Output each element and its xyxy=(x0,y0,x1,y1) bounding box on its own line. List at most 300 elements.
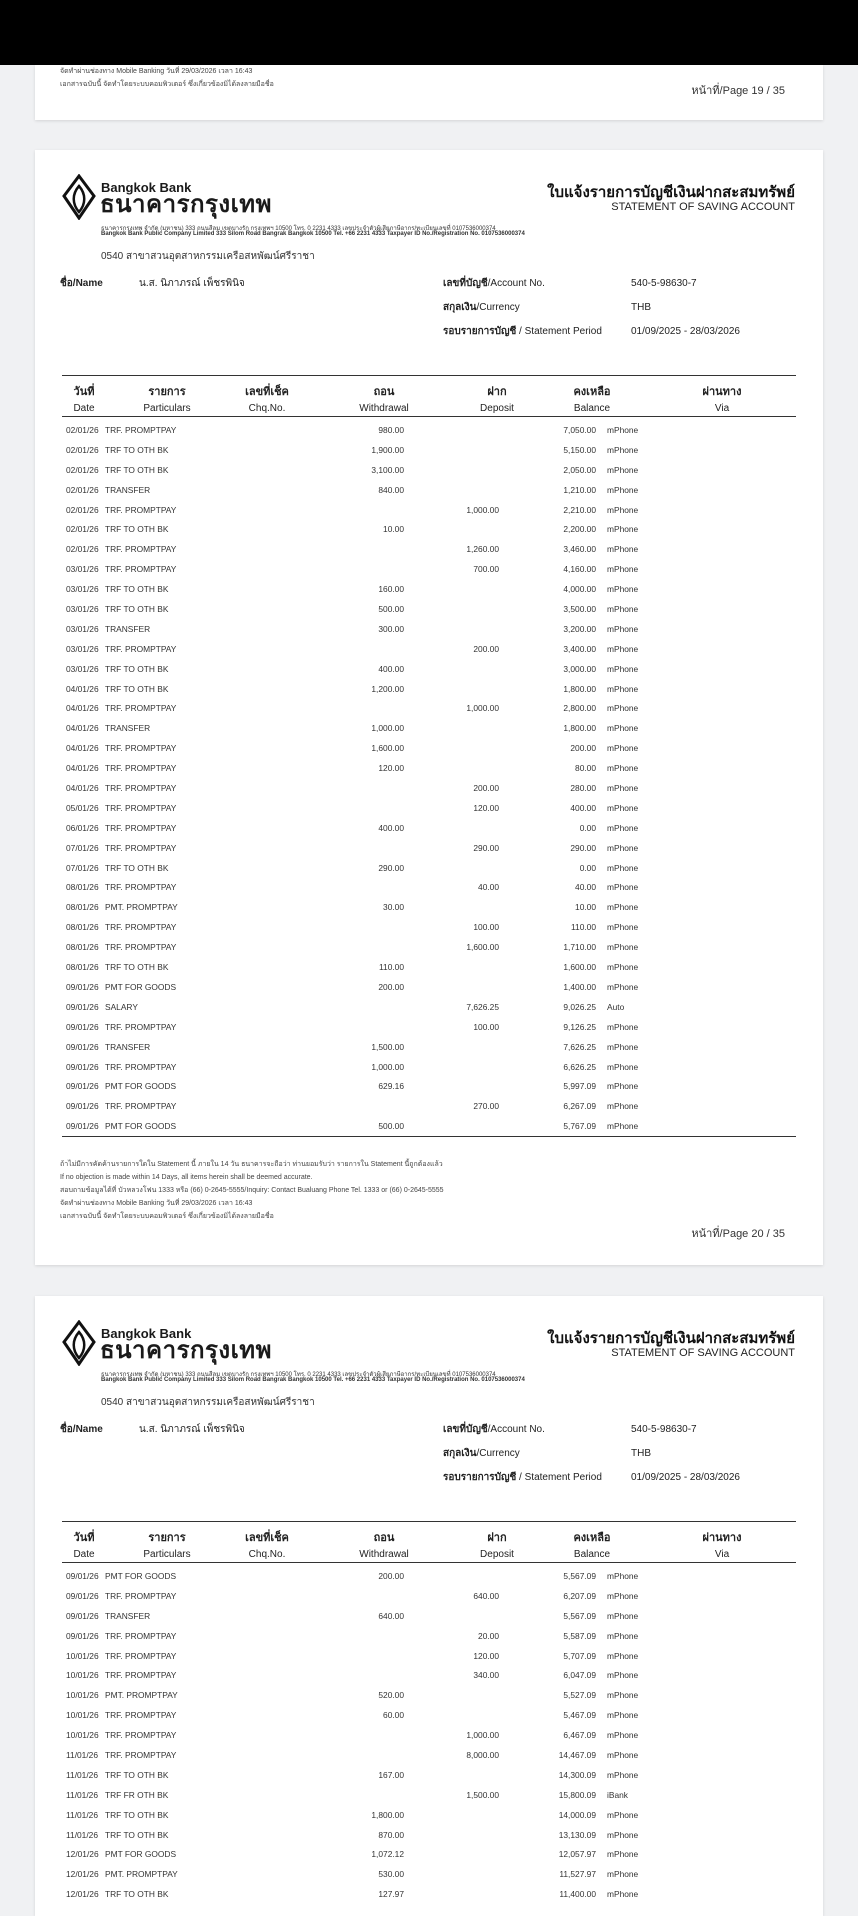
tx-via: mPhone xyxy=(607,1809,639,1820)
table-row xyxy=(62,659,796,679)
table-row xyxy=(62,1076,796,1096)
tx-withdrawal: 60.00 xyxy=(383,1710,404,1721)
name-label: ชื่อ/Name xyxy=(60,278,103,289)
tx-date: 09/01/26 xyxy=(66,1590,99,1601)
table-row xyxy=(62,1745,796,1765)
col-deposit: ฝาก Deposit xyxy=(480,1532,514,1560)
table-row xyxy=(62,500,796,520)
tx-balance: 6,047.09 xyxy=(563,1670,596,1681)
col-balance: คงเหลือ Balance xyxy=(573,386,611,414)
tx-date: 02/01/26 xyxy=(66,484,99,495)
tx-particulars: TRF. PROMPTPAY xyxy=(105,1670,177,1681)
tx-particulars: TRF. PROMPTPAY xyxy=(105,822,177,833)
tx-particulars: TRF TO OTH BK xyxy=(105,464,169,475)
tx-date: 04/01/26 xyxy=(66,743,99,754)
tx-balance: 5,997.09 xyxy=(563,1081,596,1092)
tx-via: mPhone xyxy=(607,584,639,595)
statement-page-20 xyxy=(35,150,823,1265)
tx-balance: 1,210.00 xyxy=(563,484,596,495)
col-deposit: ฝาก Deposit xyxy=(480,386,514,414)
statement-header xyxy=(35,150,823,350)
tx-particulars: TRF TO OTH BK xyxy=(105,862,169,873)
tx-date: 08/01/26 xyxy=(66,882,99,893)
table-row xyxy=(62,1765,796,1785)
tx-date: 12/01/26 xyxy=(66,1889,99,1900)
branch-name: 0540 สาขาสวนอุตสาหกรรมเครือสหพัฒน์ศรีราชา xyxy=(101,1397,315,1408)
tx-balance: 6,267.09 xyxy=(563,1101,596,1112)
table-row xyxy=(62,897,796,917)
tx-balance: 2,200.00 xyxy=(563,524,596,535)
tx-date: 09/01/26 xyxy=(66,1021,99,1032)
statement-title-th: ใบแจ้งรายการบัญชีเงินฝากสะสมทรัพย์ xyxy=(547,184,795,201)
table-row xyxy=(62,718,796,738)
tx-deposit: 200.00 xyxy=(473,643,499,654)
tx-date: 08/01/26 xyxy=(66,902,99,913)
tx-date: 05/01/26 xyxy=(66,802,99,813)
tx-withdrawal: 520.00 xyxy=(378,1690,404,1701)
tx-withdrawal: 640.00 xyxy=(378,1610,404,1621)
brand-name-en: Bangkok Bank xyxy=(101,180,192,195)
tx-balance: 290.00 xyxy=(570,842,596,853)
tx-balance: 5,767.09 xyxy=(563,1121,596,1132)
tx-deposit: 1,000.00 xyxy=(466,703,499,714)
tx-particulars: TRF TO OTH BK xyxy=(105,444,169,455)
tx-balance: 1,600.00 xyxy=(563,962,596,973)
tx-withdrawal: 500.00 xyxy=(378,604,404,615)
table-row xyxy=(62,1626,796,1646)
bank-address-en: Bangkok Bank Public Company Limited 333 Silom Road Bangrak Bangkok 10500 Tel. +66 2231 4333 Taxpayer ID No./Registration No. 0107536000374 xyxy=(101,231,525,237)
table-row xyxy=(62,460,796,480)
tx-balance: 5,707.09 xyxy=(563,1650,596,1661)
tx-balance: 14,467.09 xyxy=(558,1750,596,1761)
page-number: หน้าที่/Page 19 / 35 xyxy=(691,85,785,97)
tx-particulars: TRF TO OTH BK xyxy=(105,1809,169,1820)
table-row xyxy=(62,1825,796,1845)
tx-balance: 2,050.00 xyxy=(563,464,596,475)
table-row xyxy=(62,420,796,440)
tx-balance: 5,567.09 xyxy=(563,1571,596,1581)
tx-via: mPhone xyxy=(607,763,639,774)
tx-particulars: TRF TO OTH BK xyxy=(105,1769,169,1780)
currency-value: THB xyxy=(631,302,651,313)
branch-name: 0540 สาขาสวนอุตสาหกรรมเครือสหพัฒน์ศรีราชา xyxy=(101,251,315,262)
tx-withdrawal: 10.00 xyxy=(383,524,404,535)
tx-date: 09/01/26 xyxy=(66,1121,99,1132)
brand-name-th: ธนาคารกรุงเทพ xyxy=(100,191,272,218)
tx-date: 12/01/26 xyxy=(66,1849,99,1860)
col-balance: คงเหลือ Balance xyxy=(573,1532,611,1560)
tx-balance: 9,026.25 xyxy=(563,1001,596,1012)
tx-via: mPhone xyxy=(607,524,639,535)
statement-title-th: ใบแจ้งรายการบัญชีเงินฝากสะสมทรัพย์ xyxy=(547,1330,795,1347)
tx-date: 02/01/26 xyxy=(66,524,99,535)
tx-particulars: TRF. PROMPTPAY xyxy=(105,504,177,515)
tx-balance: 12,057.97 xyxy=(558,1849,596,1860)
table-row xyxy=(62,738,796,758)
tx-balance: 280.00 xyxy=(570,783,596,794)
tx-via: mPhone xyxy=(607,1630,639,1641)
tx-date: 02/01/26 xyxy=(66,444,99,455)
tx-balance: 4,000.00 xyxy=(563,584,596,595)
tx-deposit: 640.00 xyxy=(473,1590,499,1601)
transactions-table xyxy=(62,1521,796,1904)
tx-particulars: TRF. PROMPTPAY xyxy=(105,1650,177,1661)
tx-date: 11/01/26 xyxy=(66,1829,98,1840)
tx-particulars: TRANSFER xyxy=(105,484,151,495)
tx-balance: 400.00 xyxy=(570,802,596,813)
tx-via: mPhone xyxy=(607,1769,639,1780)
table-row xyxy=(62,1116,796,1136)
tx-deposit: 100.00 xyxy=(473,922,499,933)
col-chq: เลขที่เช็ค Chq.No. xyxy=(245,386,289,414)
tx-particulars: TRF FR OTH BK xyxy=(105,1789,169,1800)
table-row xyxy=(62,539,796,559)
tx-particulars: TRF. PROMPTPAY xyxy=(105,1630,177,1641)
tx-balance: 7,626.25 xyxy=(563,1041,596,1052)
tx-particulars: TRF. PROMPTPAY xyxy=(105,1710,177,1721)
tx-particulars: PMT FOR GOODS xyxy=(105,1571,177,1581)
tx-particulars: TRF. PROMPTPAY xyxy=(105,942,177,953)
tx-via: mPhone xyxy=(607,1101,639,1112)
tx-via: iBank xyxy=(607,1789,628,1800)
tx-balance: 14,300.09 xyxy=(558,1769,596,1780)
tx-via: Auto xyxy=(607,1001,625,1012)
table-row xyxy=(62,619,796,639)
tx-balance: 40.00 xyxy=(575,882,596,893)
statement-title-en: STATEMENT OF SAVING ACCOUNT xyxy=(611,201,795,213)
tx-via: mPhone xyxy=(607,1690,639,1701)
col-via: ผ่านทาง Via xyxy=(702,386,742,414)
tx-balance: 3,200.00 xyxy=(563,623,596,634)
tx-balance: 9,126.25 xyxy=(563,1021,596,1032)
tx-via: mPhone xyxy=(607,663,639,674)
account-number: 540-5-98630-7 xyxy=(631,1424,697,1435)
footer-printed: จัดทำผ่านช่องทาง Mobile Banking วันที่ 29/03/2026 เวลา 16:43 xyxy=(60,1200,253,1207)
table-row xyxy=(62,1096,796,1116)
tx-via: mPhone xyxy=(607,703,639,714)
tx-withdrawal: 290.00 xyxy=(378,862,404,873)
tx-deposit: 7,626.25 xyxy=(466,1001,499,1012)
tx-balance: 200.00 xyxy=(570,743,596,754)
tx-via: mPhone xyxy=(607,962,639,973)
tx-balance: 6,207.09 xyxy=(563,1590,596,1601)
tx-date: 09/01/26 xyxy=(66,1001,99,1012)
tx-withdrawal: 400.00 xyxy=(378,663,404,674)
table-row xyxy=(62,758,796,778)
tx-date: 11/01/26 xyxy=(66,1789,98,1800)
table-row xyxy=(62,1884,796,1904)
tx-date: 09/01/26 xyxy=(66,1081,99,1092)
tx-via: mPhone xyxy=(607,922,639,933)
tx-balance: 6,626.25 xyxy=(563,1061,596,1072)
table-row xyxy=(62,1017,796,1037)
tx-date: 02/01/26 xyxy=(66,544,99,555)
tx-deposit: 200.00 xyxy=(473,783,499,794)
footer-notice-en: If no objection is made within 14 Days, all items herein shall be deemed accurate. xyxy=(60,1174,313,1181)
tx-particulars: TRF TO OTH BK xyxy=(105,584,169,595)
statement-page-21 xyxy=(35,1296,823,1916)
tx-withdrawal: 840.00 xyxy=(378,484,404,495)
tx-withdrawal: 160.00 xyxy=(378,584,404,595)
tx-particulars: TRF. PROMPTPAY xyxy=(105,1750,177,1761)
tx-date: 10/01/26 xyxy=(66,1730,99,1741)
tx-withdrawal: 127.97 xyxy=(378,1889,404,1900)
account-label: เลขที่บัญชี/Account No. xyxy=(443,278,545,289)
table-header xyxy=(62,1521,796,1563)
tx-via: mPhone xyxy=(607,623,639,634)
name-value: น.ส. นิภาภรณ์ เพ็ชรพินิจ xyxy=(139,278,245,289)
tx-via: mPhone xyxy=(607,564,639,575)
tx-balance: 1,400.00 xyxy=(563,981,596,992)
table-row xyxy=(62,818,796,838)
tx-withdrawal: 629.16 xyxy=(378,1081,404,1092)
period-label: รอบรายการบัญชี / Statement Period xyxy=(443,326,602,337)
tx-via: mPhone xyxy=(607,504,639,515)
tx-withdrawal: 1,000.00 xyxy=(371,1061,404,1072)
tx-balance: 14,000.09 xyxy=(558,1809,596,1820)
tx-via: mPhone xyxy=(607,1590,639,1601)
tx-via: mPhone xyxy=(607,842,639,853)
tx-date: 09/01/26 xyxy=(66,1630,99,1641)
tx-via: mPhone xyxy=(607,802,639,813)
tx-via: mPhone xyxy=(607,1829,639,1840)
table-row xyxy=(62,1705,796,1725)
table-row xyxy=(62,977,796,997)
tx-date: 10/01/26 xyxy=(66,1650,99,1661)
tx-date: 03/01/26 xyxy=(66,643,99,654)
table-row xyxy=(62,1646,796,1666)
tx-deposit: 1,500.00 xyxy=(466,1789,499,1800)
table-row xyxy=(62,579,796,599)
printed-line: จัดทำผ่านช่องทาง Mobile Banking วันที่ 29/03/2026 เวลา 16:43 xyxy=(60,68,253,75)
tx-date: 10/01/26 xyxy=(66,1690,99,1701)
tx-via: mPhone xyxy=(607,1041,639,1052)
tx-balance: 11,400.00 xyxy=(559,1889,596,1900)
tx-balance: 10.00 xyxy=(575,902,596,913)
tx-withdrawal: 1,500.00 xyxy=(371,1041,404,1052)
tx-via: mPhone xyxy=(607,444,639,455)
tx-particulars: TRF TO OTH BK xyxy=(105,604,169,615)
tx-date: 03/01/26 xyxy=(66,564,99,575)
tx-via: mPhone xyxy=(607,902,639,913)
tx-particulars: TRF. PROMPTPAY xyxy=(105,1061,177,1072)
tx-date: 09/01/26 xyxy=(66,1571,99,1581)
table-row xyxy=(62,937,796,957)
table-row xyxy=(62,858,796,878)
footer-inquiry: สอบถามข้อมูลได้ที่ บัวหลวงโฟน 1333 หรือ (66) 0-2645-5555/Inquiry: Contact Bualuang Phone Tel. 1333 or (66) 0-2645-5555 xyxy=(60,1187,444,1194)
tx-via: mPhone xyxy=(607,604,639,615)
tx-particulars: TRF. PROMPTPAY xyxy=(105,703,177,714)
tx-particulars: TRANSFER xyxy=(105,723,151,734)
tx-via: mPhone xyxy=(607,544,639,555)
tx-via: mPhone xyxy=(607,1889,639,1900)
table-row xyxy=(62,1844,796,1864)
tx-particulars: PMT FOR GOODS xyxy=(105,1121,177,1132)
col-chq: เลขที่เช็ค Chq.No. xyxy=(245,1532,289,1560)
period-value: 01/09/2025 - 28/03/2026 xyxy=(631,1472,740,1483)
table-bottom-rule xyxy=(62,1136,796,1137)
statement-page-19 xyxy=(35,65,823,120)
status-bar xyxy=(0,0,858,65)
tx-date: 02/01/26 xyxy=(66,464,99,475)
tx-date: 07/01/26 xyxy=(66,862,99,873)
tx-date: 07/01/26 xyxy=(66,842,99,853)
tx-date: 02/01/26 xyxy=(66,425,99,435)
col-date: วันที่ Date xyxy=(73,1532,95,1560)
tx-balance: 15,800.09 xyxy=(558,1789,596,1800)
table-row xyxy=(62,1785,796,1805)
tx-particulars: TRF. PROMPTPAY xyxy=(105,842,177,853)
tx-particulars: TRF TO OTH BK xyxy=(105,1829,169,1840)
tx-via: mPhone xyxy=(607,464,639,475)
tx-date: 12/01/26 xyxy=(66,1869,99,1880)
tx-via: mPhone xyxy=(607,1710,639,1721)
tx-particulars: TRF. PROMPTPAY xyxy=(105,763,177,774)
tx-balance: 1,800.00 xyxy=(563,723,596,734)
tx-deposit: 20.00 xyxy=(478,1630,499,1641)
tx-date: 09/01/26 xyxy=(66,1041,99,1052)
tx-particulars: PMT. PROMPTPAY xyxy=(105,1690,178,1701)
tx-deposit: 120.00 xyxy=(473,1650,499,1661)
tx-deposit: 1,260.00 xyxy=(466,544,499,555)
tx-balance: 5,467.09 xyxy=(563,1710,596,1721)
tx-particulars: TRANSFER xyxy=(105,1610,151,1621)
table-row xyxy=(62,1037,796,1057)
table-row xyxy=(62,838,796,858)
tx-particulars: TRF. PROMPTPAY xyxy=(105,425,177,435)
tx-balance: 5,567.09 xyxy=(563,1610,596,1621)
tx-particulars: TRF. PROMPTPAY xyxy=(105,802,177,813)
tx-deposit: 1,000.00 xyxy=(466,1730,499,1741)
tx-via: mPhone xyxy=(607,743,639,754)
tx-date: 10/01/26 xyxy=(66,1670,99,1681)
tx-deposit: 340.00 xyxy=(473,1670,499,1681)
tx-balance: 13,130.09 xyxy=(558,1829,596,1840)
tx-withdrawal: 3,100.00 xyxy=(371,464,404,475)
tx-particulars: TRF TO OTH BK xyxy=(105,524,169,535)
tx-via: mPhone xyxy=(607,1849,639,1860)
tx-via: mPhone xyxy=(607,783,639,794)
tx-balance: 5,527.09 xyxy=(563,1690,596,1701)
tx-particulars: TRF TO OTH BK xyxy=(105,1889,169,1900)
tx-via: mPhone xyxy=(607,1021,639,1032)
tx-via: mPhone xyxy=(607,1610,639,1621)
table-row xyxy=(62,1665,796,1685)
statement-header xyxy=(35,1296,823,1496)
tx-balance: 2,800.00 xyxy=(563,703,596,714)
tx-date: 03/01/26 xyxy=(66,584,99,595)
table-row xyxy=(62,480,796,500)
tx-date: 09/01/26 xyxy=(66,1610,99,1621)
tx-balance: 4,160.00 xyxy=(563,564,596,575)
tx-deposit: 100.00 xyxy=(473,1021,499,1032)
tx-deposit: 270.00 xyxy=(473,1101,499,1112)
period-value: 01/09/2025 - 28/03/2026 xyxy=(631,326,740,337)
table-row xyxy=(62,1606,796,1626)
table-row xyxy=(62,679,796,699)
tx-withdrawal: 400.00 xyxy=(378,822,404,833)
tx-date: 04/01/26 xyxy=(66,783,99,794)
tx-date: 08/01/26 xyxy=(66,942,99,953)
tx-date: 04/01/26 xyxy=(66,723,99,734)
statement-title-en: STATEMENT OF SAVING ACCOUNT xyxy=(611,1347,795,1359)
bank-address-en: Bangkok Bank Public Company Limited 333 Silom Road Bangrak Bangkok 10500 Tel. +66 2231 4333 Taxpayer ID No./Registration No. 0107536000374 xyxy=(101,1377,525,1383)
tx-balance: 0.00 xyxy=(579,862,596,873)
tx-particulars: TRF TO OTH BK xyxy=(105,962,169,973)
tx-withdrawal: 1,000.00 xyxy=(371,723,404,734)
table-row xyxy=(62,1685,796,1705)
tx-via: mPhone xyxy=(607,1670,639,1681)
tx-via: mPhone xyxy=(607,1750,639,1761)
tx-balance: 5,150.00 xyxy=(563,444,596,455)
name-label: ชื่อ/Name xyxy=(60,1424,103,1435)
tx-date: 04/01/26 xyxy=(66,683,99,694)
tx-withdrawal: 1,072.12 xyxy=(371,1849,404,1860)
account-number: 540-5-98630-7 xyxy=(631,278,697,289)
tx-date: 03/01/26 xyxy=(66,604,99,615)
table-row xyxy=(62,1725,796,1745)
tx-balance: 3,000.00 xyxy=(563,663,596,674)
tx-withdrawal: 870.00 xyxy=(378,1829,404,1840)
tx-date: 09/01/26 xyxy=(66,981,99,992)
bangkok-bank-logo-icon xyxy=(62,1320,96,1366)
table-row xyxy=(62,917,796,937)
tx-via: mPhone xyxy=(607,1650,639,1661)
period-label: รอบรายการบัญชี / Statement Period xyxy=(443,1472,602,1483)
tx-via: mPhone xyxy=(607,484,639,495)
table-row xyxy=(62,639,796,659)
tx-particulars: TRF TO OTH BK xyxy=(105,663,169,674)
tx-withdrawal: 1,800.00 xyxy=(371,1809,404,1820)
tx-balance: 3,400.00 xyxy=(563,643,596,654)
col-withdrawal: ถอน Withdrawal xyxy=(359,1532,409,1560)
transactions-table xyxy=(62,375,796,1137)
table-row xyxy=(62,698,796,718)
tx-withdrawal: 1,900.00 xyxy=(371,444,404,455)
tx-balance: 7,050.00 xyxy=(563,425,596,435)
tx-via: mPhone xyxy=(607,882,639,893)
tx-particulars: TRF. PROMPTPAY xyxy=(105,1730,177,1741)
tx-withdrawal: 530.00 xyxy=(378,1869,404,1880)
table-row xyxy=(62,1864,796,1884)
tx-date: 09/01/26 xyxy=(66,1101,99,1112)
tx-particulars: TRF. PROMPTPAY xyxy=(105,1101,177,1112)
tx-date: 03/01/26 xyxy=(66,623,99,634)
table-row xyxy=(62,778,796,798)
tx-date: 03/01/26 xyxy=(66,663,99,674)
tx-balance: 11,527.97 xyxy=(559,1869,596,1880)
tx-date: 11/01/26 xyxy=(66,1809,98,1820)
tx-balance: 3,460.00 xyxy=(563,544,596,555)
tx-withdrawal: 200.00 xyxy=(378,1571,404,1581)
tx-particulars: TRF. PROMPTPAY xyxy=(105,882,177,893)
tx-balance: 1,710.00 xyxy=(563,942,596,953)
tx-particulars: TRF. PROMPTPAY xyxy=(105,922,177,933)
col-via: ผ่านทาง Via xyxy=(702,1532,742,1560)
tx-date: 04/01/26 xyxy=(66,763,99,774)
table-row xyxy=(62,440,796,460)
table-body xyxy=(62,1563,796,1904)
tx-particulars: TRF. PROMPTPAY xyxy=(105,743,177,754)
currency-value: THB xyxy=(631,1448,651,1459)
name-value: น.ส. นิภาภรณ์ เพ็ชรพินิจ xyxy=(139,1424,245,1435)
currency-label: สกุลเงิน/Currency xyxy=(443,302,520,313)
brand-name-en: Bangkok Bank xyxy=(101,1326,192,1341)
tx-withdrawal: 1,200.00 xyxy=(371,683,404,694)
tx-date: 11/01/26 xyxy=(66,1750,98,1761)
tx-via: mPhone xyxy=(607,1061,639,1072)
tx-via: mPhone xyxy=(607,643,639,654)
